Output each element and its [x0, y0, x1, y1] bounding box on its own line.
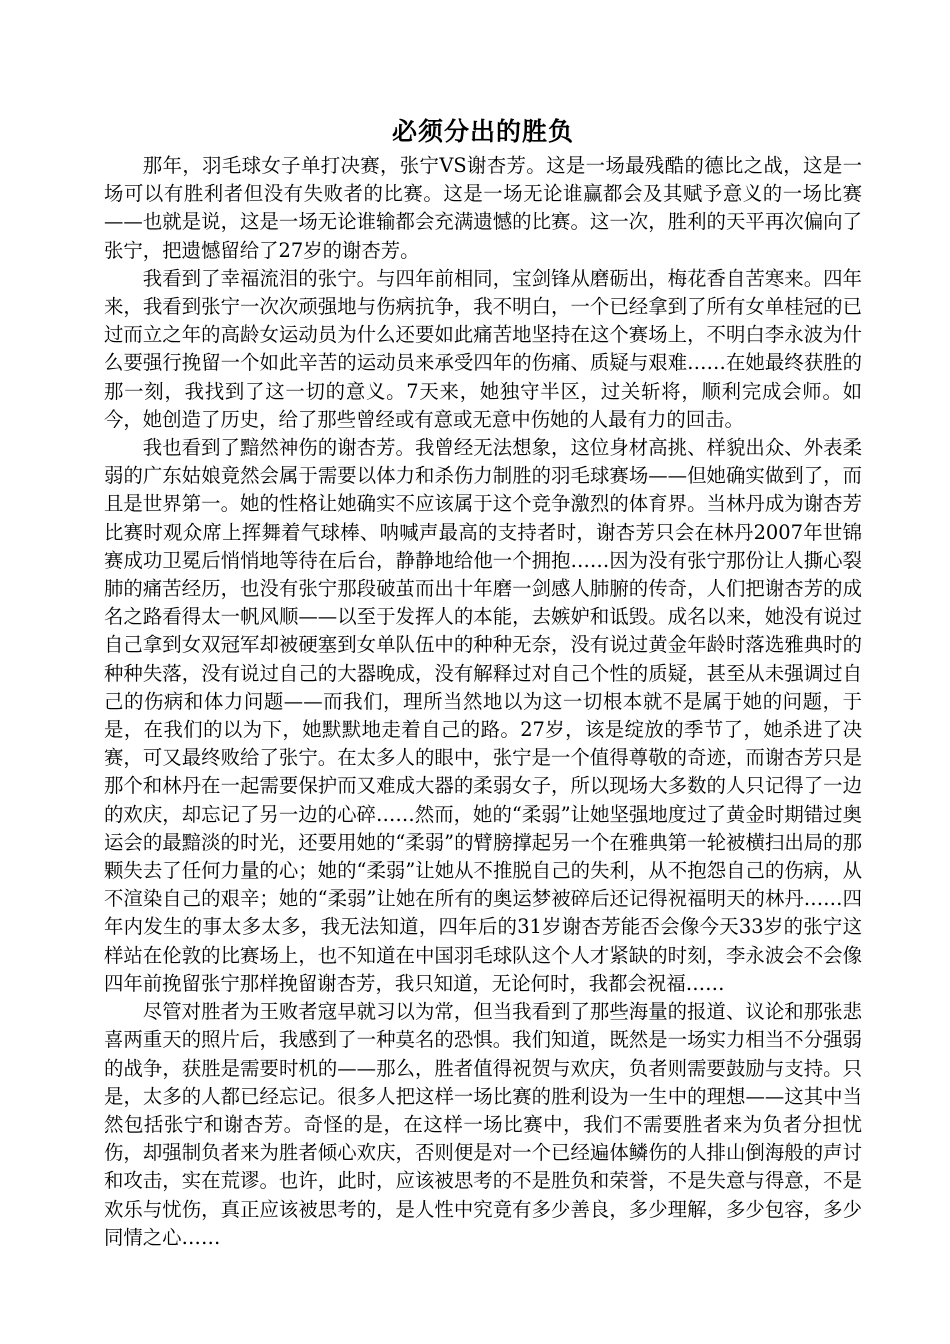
paragraph-3: 我也看到了黯然神伤的谢杏芳。我曾经无法想象，这位身材高挑、样貌出众、外表柔弱的广东姑娘竟然会属于需要以体力和杀伤力制胜的羽毛球赛场——但她确实做到了，而且是世界第一。她的性格让她确实不应该属于这个竞争激烈的体育界。当林丹成为谢杏芳比赛时观众席上挥舞着气球棒、呐喊声最高的支持者时，谢杏芳只会在林丹2007年世锦赛成功卫冕后悄悄地等待在后台，静静地给他一个拥抱……因为没有张宁那份让人撕心裂肺的痛苦经历，也没有张宁那段破茧而出十年磨一剑感人肺腑的传奇，人们把谢杏芳的成名之路看得太一帆风顺——以至于发挥人的本能，去嫉妒和诋毁。成名以来，她没有说过自己拿到女双冠军却被硬塞到女单队伍中的种种无奈，没有说过黄金年龄时落选雅典时的种种失落，没有说过自己的大器晚成，没有解释过对自己个性的质疑，甚至从未强调过自己的伤病和体力问题——而我们，理所当然地以为这一切根本就不是属于她的问题，于是，在我们的以为下，她默默地走着自己的路。27岁，该是绽放的季节了，她杀进了决赛，可又最终败给了张宁。在太多人的眼中，张宁是一个值得尊敬的奇迹，而谢杏芳只是那个和林丹在一起需要保护而又难成大器的柔弱女子，所以现场大多数的人只记得了一边的欢庆，却忘记了另一边的心碎……然而，她的“柔弱”让她坚强地度过了黄金时期错过奥运会的最黯淡的时光，还要用她的“柔弱”的臂膀撑起另一个在雅典第一轮被横扫出局的那颗失去了任何力量的心；她的“柔弱”让她从不推脱自己的失利，从不抱怨自己的伤病，从不渲染自己的艰辛；她的“柔弱”让她在所有的奥运梦被碎后还记得祝福明天的林丹……四年内发生的事太多太多，我无法知道，四年后的31岁谢杏芳能否会像今天33岁的张宁这样站在伦敦的比赛场上，也不知道在中国羽毛球队这个人才紧缺的时刻，李永波会不会像四年前挽留张宁那样挽留谢杏芳，我只知道，无论何时，我都会祝福…… [104, 436, 862, 995]
paragraph-4: 尽管对胜者为王败者寇早就习以为常，但当我看到了那些海量的报道、议论和那张悲喜两重天的照片后，我感到了一种莫名的恐惧。我们知道，既然是一场实力相当不分强弱的战争，获胜是需要时机的——那么，胜者值得祝贺与欢庆，负者则需要鼓励与支持。只是，太多的人都已经忘记。很多人把这样一场比赛的胜利设为一生中的理想——这其中当然包括张宁和谢杏芳。奇怪的是，在这样一场比赛中，我们不需要胜者来为负者分担忧伤，却强制负者来为胜者倾心欢庆，否则便是对一个已经遍体鳞伤的人排山倒海般的声讨和攻击，实在荒谬。也许，此时，应该被思考的不是胜负和荣誉，不是失意与得意，不是欢乐与忧伤，真正应该被思考的，是人性中究竟有多少善良，多少理解，多少包容，多少同情之心…… [104, 1000, 862, 1249]
paragraph-1: 那年，羽毛球女子单打决赛，张宁VS谢杏芳。这是一场最残酷的德比之战，这是一场可以有胜利者但没有失败者的比赛。这是一场无论谁赢都会及其赋予意义的一场比赛——也就是说，这是一场无论谁输都会充满遗憾的比赛。这一次，胜利的天平再次偏向了张宁，把遗憾留给了27岁的谢杏芳。 [104, 154, 862, 262]
paragraph-2: 我看到了幸福流泪的张宁。与四年前相同，宝剑锋从磨砺出，梅花香自苦寒来。四年来，我看到张宁一次次顽强地与伤病抗争，我不明白，一个已经拿到了所有女单桂冠的已过而立之年的高龄女运动员为什么还要如此痛苦地坚持在这个赛场上，不明白李永波为什么要强行挽留一个如此辛苦的运动员来承受四年的伤痛、质疑与艰难……在她最终获胜的那一刻，我找到了这一切的意义。7天来，她独守半区，过关斩将，顺利完成会师。如今，她创造了历史，给了那些曾经或有意或无意中伤她的人最有力的回击。 [104, 266, 862, 431]
article-title: 必须分出的胜负 [391, 117, 574, 146]
article [104, 112, 862, 1252]
